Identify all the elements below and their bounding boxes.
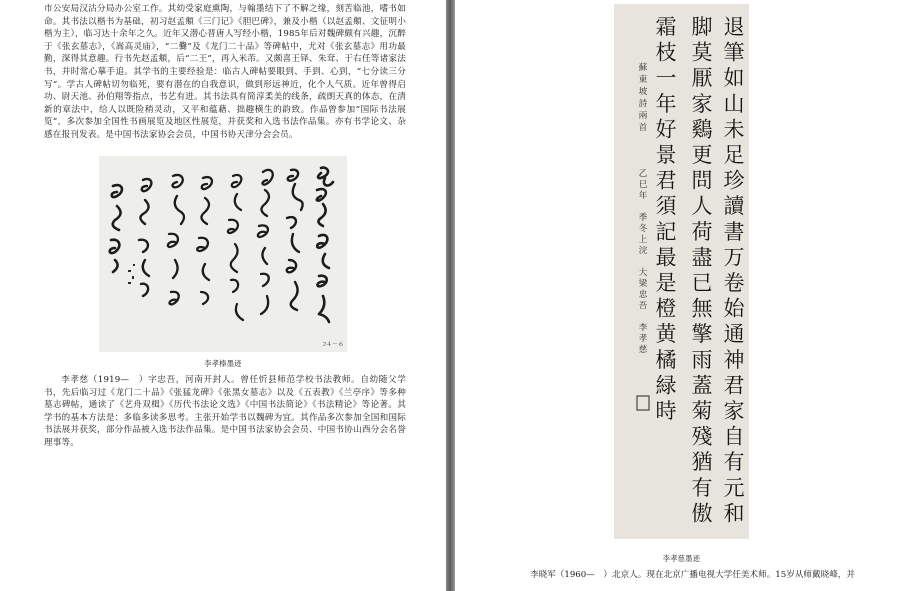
scroll-character: 是 xyxy=(655,271,677,295)
scroll-character: 君 xyxy=(723,373,745,398)
scroll-character: 雨 xyxy=(691,347,713,372)
scroll-character: 時 xyxy=(655,399,677,423)
signature-character: 大 xyxy=(638,268,648,278)
page-mark: ｺ４－６ xyxy=(323,341,345,348)
scroll-character: 猶 xyxy=(691,450,713,475)
scroll-character: 和 xyxy=(723,501,745,526)
scroll-character: 万 xyxy=(723,245,745,270)
scroll-character: 好 xyxy=(655,117,677,142)
scroll-character: 荷 xyxy=(691,219,713,244)
scroll-character: 書 xyxy=(723,219,745,244)
biography-paragraph-3-start xyxy=(530,569,880,581)
scroll-character: 退 xyxy=(723,15,745,39)
image-caption-left: 李孝榛墨迹 xyxy=(204,359,242,368)
inscription-character: 首 xyxy=(638,123,648,133)
signature-character: 梁 xyxy=(638,279,648,289)
signature-character: 巳 xyxy=(638,180,648,190)
left-page xyxy=(0,0,446,591)
scroll-character: 通 xyxy=(723,322,745,347)
scroll-character: 緑 xyxy=(655,373,677,398)
scroll-character: 已 xyxy=(691,271,713,295)
right-page xyxy=(455,0,899,591)
inscription-character: 東 xyxy=(638,75,648,85)
signature-character: 季 xyxy=(638,213,648,223)
signature-character: 吾 xyxy=(638,301,648,311)
scroll-character: 君 xyxy=(655,168,677,193)
inscription-character: 坡 xyxy=(638,87,648,97)
scroll-character: 枝 xyxy=(655,40,677,65)
scroll-character: 橙 xyxy=(655,296,677,321)
scroll-character: 霜 xyxy=(655,15,677,39)
scroll-character: 足 xyxy=(723,143,745,167)
scroll-character: 菊 xyxy=(691,399,713,423)
signature-character: 忠 xyxy=(638,290,648,300)
scroll-character: 山 xyxy=(723,91,745,116)
scroll-character: 一 xyxy=(655,66,677,91)
scroll-character: 傲 xyxy=(691,501,713,526)
scroll-character: 脚 xyxy=(691,15,713,39)
scroll-character: 自 xyxy=(723,424,745,449)
scroll-character: 讀 xyxy=(723,194,745,219)
scroll-character: 始 xyxy=(723,296,745,321)
paragraph-text: 李晓军（1960— ）北京人。现在北京广播电视大学任美术师。15岁从师戴晓峰，并 xyxy=(530,570,855,580)
scroll-character: 如 xyxy=(723,66,745,91)
scroll-character: 無 xyxy=(691,296,713,321)
scroll-character: 蓋 xyxy=(691,373,713,398)
scroll-character: 卷 xyxy=(723,271,745,295)
inscription-character: 詩 xyxy=(638,99,648,109)
calligraphy-scroll xyxy=(614,4,749,539)
scroll-character: 擎 xyxy=(691,322,713,347)
scroll-character: 須 xyxy=(655,194,677,219)
scroll-character: 更 xyxy=(691,143,713,167)
scroll-character: 年 xyxy=(655,91,677,116)
scroll-character: 厭 xyxy=(691,66,713,91)
scroll-character: 景 xyxy=(655,143,677,167)
scroll-character: 家 xyxy=(691,91,713,116)
scroll-character: 殘 xyxy=(691,424,713,449)
image-caption-right: 李孝慈墨迹 xyxy=(662,554,701,563)
paragraph-text: 市公安局汉沽分局办公室工作。其幼受家庭熏陶，与翰墨结下了不解之缘，刻苦临池，嗜书如命。其书法以楷书为基础，初习赵孟頫《三门记》《胆巴碑》，兼及小楷（以赵孟頫、文征明小楷为主），临习达十余年之久。近年又潜心晋唐人写经小楷，1985年后对魏碑颇有兴趣，沉醉于《张玄墓志》，《嵩高灵庙》，“二爨”及《龙门二十品》等碑帖中，尤对《张玄墓志》用功最勤，深得其意趣。行书先赵孟頫，后“二王”，再入米芾。又颇喜王铎、朱耷、于右任等诸家法书，并时常心摹手追。其学书的主要经验是：临古人碑帖要眼到、手到、心到，“七分读三分写”。学古人碑帖切勿临死，要有潜在的自我意识，做到形远神近，化个人气质。近年曾得启功、尉天池、孙伯翔等指点，书艺有进。其书法具有简淳柔美的线条，疏朗天真的体态，在清新的章法中，给人以既险稍灵动，又平和蕴藉、拙趣横生的韵致。作品曾参加“国际书法展览”，多次参加全国性书画展览及地区性展览，并获奖和入选书法作品集。亦有书学论文、杂感在报刊发表。是中国书法家协会会员，中国书协天津分会会员。 xyxy=(44,4,406,140)
inscription-character: 蘇 xyxy=(638,63,648,73)
biography-paragraph-1 xyxy=(44,3,406,142)
regular-script-calligraphy-image xyxy=(614,4,749,539)
scroll-character: 有 xyxy=(723,450,745,475)
scroll-character: 筆 xyxy=(723,40,745,65)
scroll-character: 黄 xyxy=(655,322,677,347)
scroll-character: 神 xyxy=(723,347,745,372)
scroll-character: 家 xyxy=(723,399,745,423)
signature-character: 年 xyxy=(638,191,648,201)
signature-character: 冬 xyxy=(638,224,648,234)
cursive-calligraphy-image xyxy=(99,156,347,352)
biography-paragraph-2 xyxy=(44,374,406,450)
signature-character: 浣 xyxy=(638,246,648,256)
signature-character: 慈 xyxy=(638,345,648,355)
calligraphy-plate-left xyxy=(99,156,347,352)
signature-character: 乙 xyxy=(638,169,648,179)
scroll-character: 有 xyxy=(691,475,713,500)
signature-character: 上 xyxy=(638,235,648,245)
scroll-character: 盡 xyxy=(691,245,713,270)
scroll-character: 鷄 xyxy=(691,117,713,142)
inscription-character: 兩 xyxy=(638,111,648,121)
scroll-character: 人 xyxy=(691,194,713,219)
signature-character: 李 xyxy=(638,323,648,333)
scroll-character: 珍 xyxy=(723,168,745,193)
scroll-character: 橘 xyxy=(655,347,677,372)
scroll-character: 元 xyxy=(723,475,745,500)
scroll-character: 問 xyxy=(691,168,713,193)
scroll-character: 未 xyxy=(723,117,745,142)
scroll-character: 最 xyxy=(655,245,677,270)
paragraph-text: 李孝慈（1919— ）字忠吾，河南开封人。曾任忻县师范学校书法教师。自幼随父学书，先后临习过《龙门二十品》《张猛龙碑》《张黑女墓志》以及《五表教》《兰亭序》等多种墓志碑帖，通读了《艺舟双楫》《历代书法论文选》《中国书法简论》《书法精论》等论著。其学书的基本方法是：多临多读多思考。主张开始学书以魏碑为宜。其作品多次参加全国和国际书法展并获奖，部分作品被入选书法作品集。是中国书法家协会会员、中国书协山西分会名誉理事等。 xyxy=(44,375,406,448)
scroll-character: 莫 xyxy=(691,40,713,65)
scroll-character: 記 xyxy=(655,219,677,244)
page-gutter xyxy=(446,0,455,591)
signature-character: 孝 xyxy=(638,334,648,344)
